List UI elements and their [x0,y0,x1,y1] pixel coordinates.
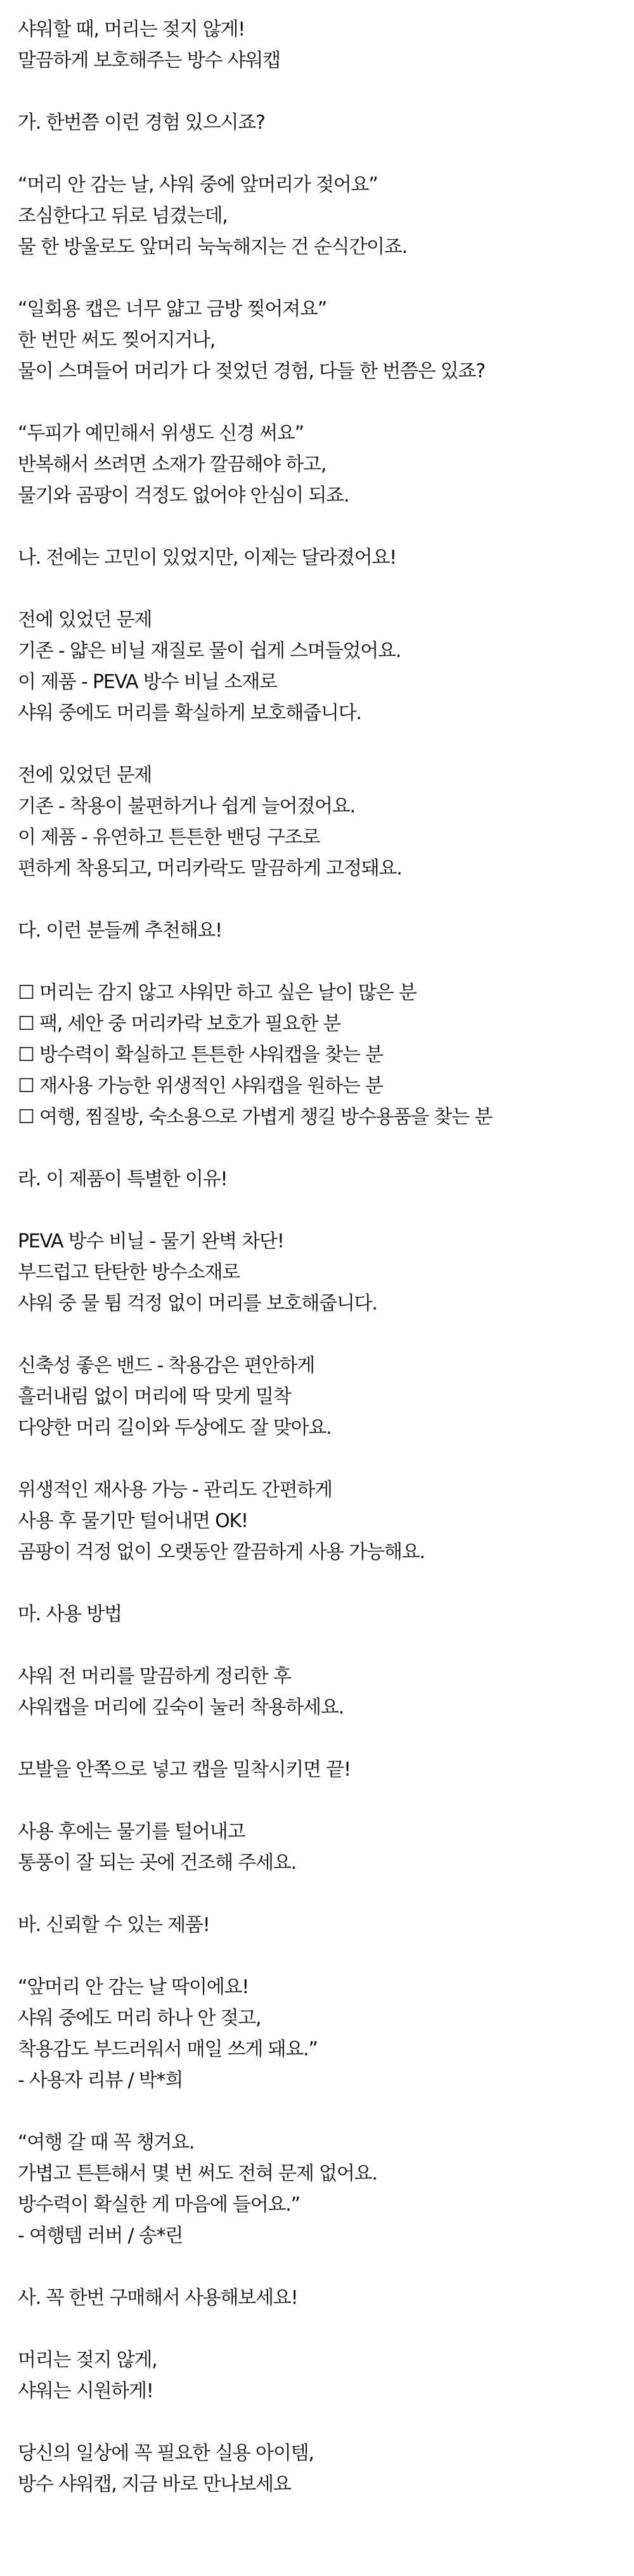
text-paragraph [18,760,616,884]
text-line: ☐ 방수력이 확실하고 튼튼한 샤워캡을 찾는 분 [18,1044,383,1066]
text-paragraph [18,107,616,138]
text-paragraph [18,1350,616,1443]
text-line: 샤워할 때, 머리는 젖지 않게! [18,18,245,41]
text-paragraph [18,977,616,1133]
text-line: 흘러내림 없이 머리에 딱 맞게 밀착 [18,1386,291,1408]
text-line: 사용 후 물기만 털어내면 OK! [18,1510,248,1532]
text-paragraph [18,604,616,729]
text-paragraph [18,1816,616,1878]
text-line: 물이 스며들어 머리가 다 젖었던 경험, 다들 한 번쯤은 있죠? [18,360,486,382]
text-paragraph [18,14,616,76]
text-line: “두피가 예민해서 위생도 신경 써요” [18,422,304,445]
text-paragraph [18,1474,616,1568]
text-paragraph [18,2345,616,2407]
text-line: PEVA 방수 비닐 - 물기 완벽 차단! [18,1230,284,1252]
text-line: - 여행템 러버 / 송*린 [18,2225,183,2247]
text-line: “여행 갈 때 꼭 챙겨요. [18,2131,195,2154]
text-paragraph [18,169,616,263]
text-line: 사용 후에는 물기를 털어내고 [18,1821,245,1843]
text-line: 기존 - 착용이 불편하거나 쉽게 늘어졌어요. [18,795,355,817]
text-paragraph [18,2438,616,2500]
text-line: 샤워 중에도 머리를 확실하게 보호해줍니다. [18,702,361,724]
text-paragraph [18,294,616,387]
text-line: 샤워 전 머리를 말끔하게 정리한 후 [18,1665,291,1688]
text-paragraph [18,1972,616,2096]
text-line: 한 번만 써도 찢어지거나, [18,329,216,351]
text-paragraph [18,2282,616,2313]
text-paragraph [18,1661,616,1723]
text-line: 통풍이 잘 되는 곳에 건조해 주세요. [18,1852,296,1874]
text-line: - 사용자 리뷰 / 박*희 [18,2069,183,2091]
text-line: 다. 이런 분들께 추천해요! [18,920,222,942]
text-line: 샤워는 시원하게! [18,2380,153,2402]
text-line: 사. 꼭 한번 구매해서 사용해보세요! [18,2287,298,2309]
text-line: 이 제품 - PEVA 방수 비닐 소재로 [18,671,277,693]
text-line: “일회용 캡은 너무 얇고 금방 찢어져요” [18,298,327,320]
text-line: 편하게 착용되고, 머리카락도 말끔하게 고정돼요. [18,857,402,880]
text-line: 곰팡이 걱정 없이 오랫동안 깔끔하게 사용 가능해요. [18,1541,425,1563]
text-paragraph [18,2127,616,2251]
text-paragraph [18,1754,616,1785]
text-line: 샤워 중 물 튐 걱정 없이 머리를 보호해줍니다. [18,1292,377,1315]
text-line: 당신의 일상에 꼭 필요한 실용 아이템, [18,2442,314,2464]
text-paragraph [18,915,616,946]
text-line: 가. 한번쯤 이런 경험 있으시죠? [18,112,265,134]
text-paragraph [18,1909,616,1941]
text-line: 모발을 안쪽으로 넣고 캡을 밀착시키면 끝! [18,1759,351,1781]
text-line: 이 제품 - 유연하고 튼튼한 밴딩 구조로 [18,826,320,849]
text-line: 전에 있었던 문제 [18,764,152,786]
text-line: 신축성 좋은 밴드 - 착용감은 편안하게 [18,1355,315,1377]
text-line: “앞머리 안 감는 날 딱이에요! [18,1976,249,1998]
text-line: 머리는 젖지 않게, [18,2349,157,2371]
text-line: ☐ 머리는 감지 않고 샤워만 하고 싶은 날이 많은 분 [18,982,417,1004]
text-line: 착용감도 부드러워서 매일 쓰게 돼요.” [18,2038,318,2060]
text-paragraph [18,418,616,511]
text-line: ☐ 재사용 가능한 위생적인 샤워캡을 원하는 분 [18,1075,383,1097]
text-line: ☐ 팩, 세안 중 머리카락 보호가 필요한 분 [18,1013,341,1035]
text-line: ☐ 여행, 찜질방, 숙소용으로 가볍게 챙길 방수용품을 찾는 분 [18,1106,492,1128]
text-line: 위생적인 재사용 가능 - 관리도 간편하게 [18,1479,332,1501]
text-line: 물기와 곰팡이 걱정도 없어야 안심이 되죠. [18,485,349,507]
text-line: 라. 이 제품이 특별한 이유! [18,1168,228,1190]
text-line: 가볍고 튼튼해서 몇 번 써도 전혀 문제 없어요. [18,2163,377,2185]
text-line: 샤워캡을 머리에 깊숙이 눌러 착용하세요. [18,1696,344,1719]
text-line: 말끔하게 보호해주는 방수 샤워캡 [18,49,280,72]
text-line: 샤워 중에도 머리 하나 안 젖고, [18,2007,261,2029]
text-line: 마. 사용 방법 [18,1603,122,1625]
text-line: 부드럽고 탄탄한 방수소재로 [18,1261,240,1284]
text-line: 기존 - 얇은 비닐 재질로 물이 쉽게 스며들었어요. [18,640,401,662]
text-line: 다양한 머리 길이와 두상에도 잘 맞아요. [18,1417,332,1439]
text-line: 방수 샤워캡, 지금 바로 만나보세요 [18,2473,291,2495]
text-paragraph [18,542,616,573]
text-line: 방수력이 확실한 게 마음에 들어요.” [18,2194,300,2216]
text-line: 물 한 방울로도 앞머리 눅눅해지는 건 순식간이죠. [18,236,407,258]
text-paragraph [18,1226,616,1319]
text-line: 전에 있었던 문제 [18,609,152,631]
text-line: 바. 신뢰할 수 있는 제품! [18,1914,210,1936]
text-line: 반복해서 쓰려면 소재가 깔끔해야 하고, [18,453,327,476]
text-line: “머리 안 감는 날, 샤워 중에 앞머리가 젖어요” [18,174,378,196]
text-line: 조심한다고 뒤로 넘겼는데, [18,205,228,227]
text-paragraph [18,1599,616,1630]
text-line: 나. 전에는 고민이 있었지만, 이제는 달라졌어요! [18,547,396,569]
text-paragraph [18,1164,616,1195]
